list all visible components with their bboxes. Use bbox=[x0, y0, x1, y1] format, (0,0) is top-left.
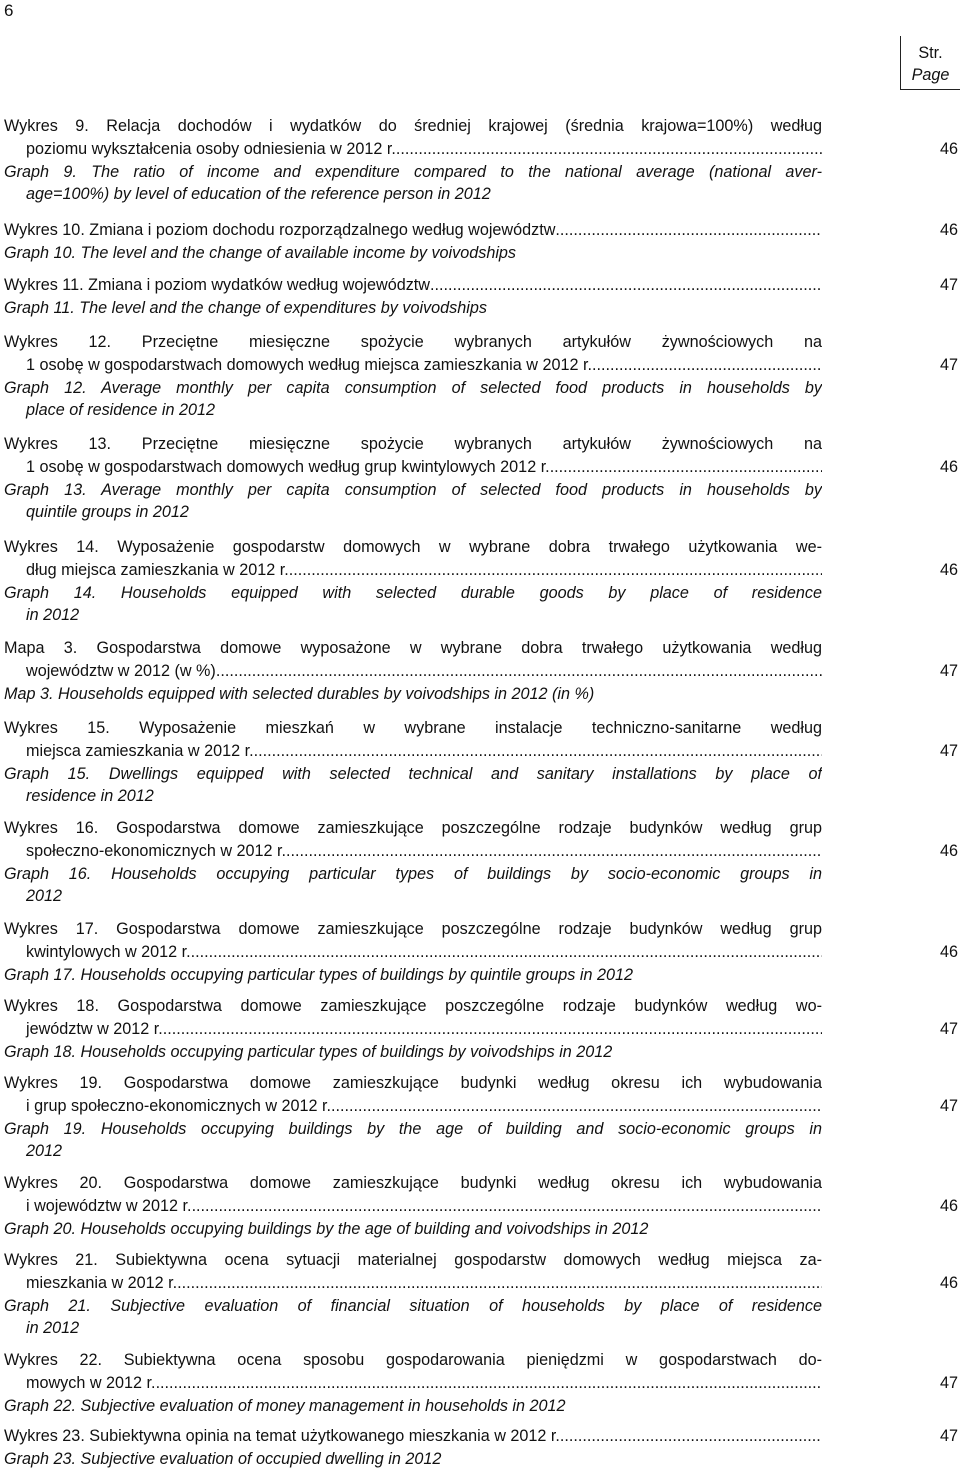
toc-entry-title-pl-line: Wykres 20. Gospodarstwa domowe zamieszkujące budynki według okresu ich wybudowania bbox=[4, 1174, 822, 1192]
toc-entry-title-pl-line: Wykres 15. Wyposażenie mieszkań w wybrane instalacje techniczno-sanitarne według bbox=[4, 719, 822, 737]
toc-page-number[interactable]: 46 bbox=[939, 221, 958, 239]
toc-entry-title-en-line: Graph 16. Households occupying particular types of buildings by socio-economic groups in bbox=[4, 864, 822, 883]
toc-entry-title-en-line: 2012 bbox=[26, 887, 63, 906]
toc-entry-title-pl-line: Wykres 12. Przeciętne miesięczne spożycie wybranych artykułów żywnościowych na bbox=[4, 333, 822, 351]
toc-entry-title-pl-line: Wykres 23. Subiektywna opinia na temat użytkowanego mieszkania w 2012 r. ..... bbox=[4, 1425, 822, 1448]
toc-entry[interactable] bbox=[4, 274, 822, 320]
toc-page-number[interactable]: 47 bbox=[939, 1096, 958, 1115]
toc-entry-title-en-line: residence in 2012 bbox=[26, 787, 154, 806]
toc-entry[interactable] bbox=[4, 637, 822, 705]
toc-entry-title-en-line: Graph 21. Subjective evaluation of financial situation of households by place of residence bbox=[4, 1296, 822, 1315]
toc-entry[interactable] bbox=[4, 717, 822, 808]
leader-dots bbox=[430, 274, 822, 297]
toc-entry-title-pl-line: poziomu wykształcenia osoby odniesienia w 2012 r. ..... bbox=[4, 138, 822, 161]
page-column-label-pl: Str. bbox=[918, 44, 943, 62]
toc-entry[interactable] bbox=[4, 433, 822, 524]
toc-entry-title-en-line: Graph 18. Households occupying particular types of buildings by voivodships in 2012 bbox=[4, 1042, 613, 1061]
toc-page-number[interactable]: 47 bbox=[939, 1427, 958, 1445]
toc-entry-title-en-line: Graph 19. Households occupying buildings by the age of building and socio-economic groups in bbox=[4, 1119, 822, 1138]
toc-entry-title-pl-line: 1 osobę w gospodarstwach domowych według miejsca zamieszkania w 2012 r. ..... bbox=[4, 354, 822, 377]
toc-page-number[interactable]: 46 bbox=[939, 560, 958, 579]
toc-entry-title-en-line: Graph 23. Subjective evaluation of occupied dwelling in 2012 bbox=[4, 1449, 442, 1468]
leader-dots bbox=[289, 559, 822, 582]
leader-dots bbox=[555, 219, 822, 242]
toc-page-number[interactable]: 46 bbox=[939, 841, 958, 860]
toc-entry[interactable] bbox=[4, 817, 822, 908]
toc-page-number[interactable]: 47 bbox=[939, 741, 958, 760]
toc-entry-title-en-line: place of residence in 2012 bbox=[26, 401, 215, 420]
leader-dots bbox=[550, 456, 822, 479]
toc-page-number[interactable]: 47 bbox=[939, 1019, 958, 1038]
toc-entry-title-en-line: Graph 13. Average monthly per capita consumption of selected food products in households by bbox=[4, 480, 822, 499]
toc-entry-title-pl-line: Mapa 3. Gospodarstwa domowe wyposażone w wybrane dobra trwałego użytkowania według bbox=[4, 639, 822, 657]
toc-page-number[interactable]: 46 bbox=[939, 942, 958, 961]
toc-entry[interactable] bbox=[4, 1072, 822, 1163]
toc-entry-title-pl-line: Wykres 18. Gospodarstwa domowe zamieszkujące poszczególne rodzaje budynków według wo- bbox=[4, 997, 822, 1015]
leader-dots bbox=[560, 1425, 822, 1448]
toc-entry-title-en-line: Graph 12. Average monthly per capita consumption of selected food products in households by bbox=[4, 378, 822, 397]
toc-page-number[interactable]: 47 bbox=[939, 355, 958, 374]
toc-entry[interactable] bbox=[4, 918, 822, 986]
toc-entry-title-en-line: Graph 17. Households occupying particular types of buildings by quintile groups in 2012 bbox=[4, 965, 634, 984]
toc-entry-title-pl-line: jewództw w 2012 r. ..... bbox=[4, 1018, 822, 1041]
page-number: 6 bbox=[4, 1, 14, 20]
leader-dots bbox=[163, 1018, 822, 1041]
toc-page-number[interactable]: 47 bbox=[939, 661, 958, 680]
toc-page-number[interactable]: 46 bbox=[939, 139, 958, 158]
toc-entry-title-en-line: in 2012 bbox=[26, 606, 80, 625]
toc-entry[interactable] bbox=[4, 1249, 822, 1340]
leader-dots bbox=[191, 941, 822, 964]
toc-entry-title-pl-line: Wykres 17. Gospodarstwa domowe zamieszkujące poszczególne rodzaje budynków według grup bbox=[4, 920, 822, 938]
toc-entry-title-pl-line: Wykres 19. Gospodarstwa domowe zamieszkujące budynki według okresu ich wybudowania bbox=[4, 1074, 822, 1092]
toc-page-number[interactable]: 47 bbox=[939, 1373, 958, 1392]
toc-entry-title-pl-line: i województw w 2012 r. ..... bbox=[4, 1195, 822, 1218]
toc-entry-title-en-line: Graph 9. The ratio of income and expenditure compared to the national average (national aver- bbox=[4, 162, 822, 181]
toc-entry[interactable] bbox=[4, 536, 822, 627]
toc-entry-title-pl-line: dług miejsca zamieszkania w 2012 r. ..... bbox=[4, 559, 822, 582]
toc-entry-title-pl-line: Wykres 22. Subiektywna ocena sposobu gospodarowania pieniędzmi w gospodarstwach do- bbox=[4, 1351, 822, 1369]
toc-entry-title-pl-line: województw w 2012 (w %) ..... bbox=[4, 660, 822, 683]
toc-entry-title-pl-line: Wykres 9. Relacja dochodów i wydatków do średniej krajowej (średnia krajowa=100%) według bbox=[4, 117, 822, 135]
toc-entry[interactable] bbox=[4, 1349, 822, 1417]
toc-entry[interactable] bbox=[4, 1425, 822, 1471]
toc-entry-title-pl-line: Wykres 13. Przeciętne miesięczne spożycie wybranych artykułów żywnościowych na bbox=[4, 435, 822, 453]
toc-entry-title-pl-line: Wykres 16. Gospodarstwa domowe zamieszkujące poszczególne rodzaje budynków według grup bbox=[4, 819, 822, 837]
toc-entry-title-pl-line: Wykres 21. Subiektywna ocena sytuacji materialnej gospodarstw domowych według miejsca za- bbox=[4, 1251, 822, 1269]
toc-entry-title-en-line: in 2012 bbox=[26, 1319, 80, 1338]
toc-entry-title-pl-line: kwintylowych w 2012 r. ..... bbox=[4, 941, 822, 964]
toc-entry-title-pl-line: 1 osobę w gospodarstwach domowych według grup kwintylowych 2012 r. ..... bbox=[4, 456, 822, 479]
toc-entry-title-en-line: Graph 10. The level and the change of available income by voivodships bbox=[4, 243, 517, 262]
leader-dots bbox=[396, 138, 822, 161]
toc-entry[interactable] bbox=[4, 995, 822, 1063]
leader-dots bbox=[331, 1095, 822, 1118]
toc-entry-title-pl-line: mowych w 2012 r. ..... bbox=[4, 1372, 822, 1395]
toc-entry-title-en-line: Graph 20. Households occupying buildings by the age of building and voivodships in 2012 bbox=[4, 1219, 649, 1238]
toc-page-number[interactable]: 46 bbox=[939, 457, 958, 476]
page-column-label-en: Page bbox=[911, 66, 950, 84]
toc-page-number[interactable]: 47 bbox=[939, 276, 958, 294]
toc-page-number[interactable]: 46 bbox=[939, 1196, 958, 1215]
toc-entry-title-en-line: Graph 14. Households equipped with selected durable goods by place of residence bbox=[4, 583, 822, 602]
leader-dots bbox=[254, 740, 822, 763]
toc-entry-title-en-line: age=100%) by level of education of the reference person in 2012 bbox=[26, 185, 491, 204]
toc-entry-title-en-line: Graph 15. Dwellings equipped with selected technical and sanitary installations by place of bbox=[4, 764, 822, 783]
leader-dots bbox=[216, 660, 822, 683]
leader-dots bbox=[156, 1372, 822, 1395]
page-column-header bbox=[900, 36, 960, 90]
leader-dots bbox=[192, 1195, 822, 1218]
leader-dots bbox=[177, 1272, 822, 1295]
toc-entry[interactable] bbox=[4, 219, 822, 265]
toc-entry-title-pl-line: miejsca zamieszkania w 2012 r. ..... bbox=[4, 740, 822, 763]
toc-entry-title-pl-line: Wykres 10. Zmiana i poziom dochodu rozporządzalnego według województw ..... bbox=[4, 219, 822, 242]
toc-entry[interactable] bbox=[4, 331, 822, 422]
toc-entry-title-pl-line: Wykres 11. Zmiana i poziom wydatków według województw ..... bbox=[4, 274, 822, 297]
toc-entry-title-pl-line: i grup społeczno-ekonomicznych w 2012 r. ..... bbox=[4, 1095, 822, 1118]
leader-dots bbox=[286, 840, 822, 863]
toc-entry-title-en-line: Map 3. Households equipped with selected durables by voivodships in 2012 (in %) bbox=[4, 684, 595, 703]
toc-entry[interactable] bbox=[4, 115, 822, 206]
toc-entry-title-en-line: Graph 11. The level and the change of expenditures by voivodships bbox=[4, 298, 487, 317]
toc-entry-title-en-line: 2012 bbox=[26, 1142, 63, 1161]
leader-dots bbox=[592, 354, 822, 377]
toc-entry-title-pl-line: społeczno-ekonomicznych w 2012 r. ..... bbox=[4, 840, 822, 863]
toc-entry-title-pl-line: Wykres 14. Wyposażenie gospodarstw domowych w wybrane dobra trwałego użytkowania we- bbox=[4, 538, 822, 556]
toc-entry-title-en-line: Graph 22. Subjective evaluation of money management in households in 2012 bbox=[4, 1396, 566, 1415]
toc-entry-title-en-line: quintile groups in 2012 bbox=[26, 503, 189, 522]
toc-page-number[interactable]: 46 bbox=[939, 1273, 958, 1292]
toc-entry-title-pl-line: mieszkania w 2012 r. ..... bbox=[4, 1272, 822, 1295]
toc-entry[interactable] bbox=[4, 1172, 822, 1240]
